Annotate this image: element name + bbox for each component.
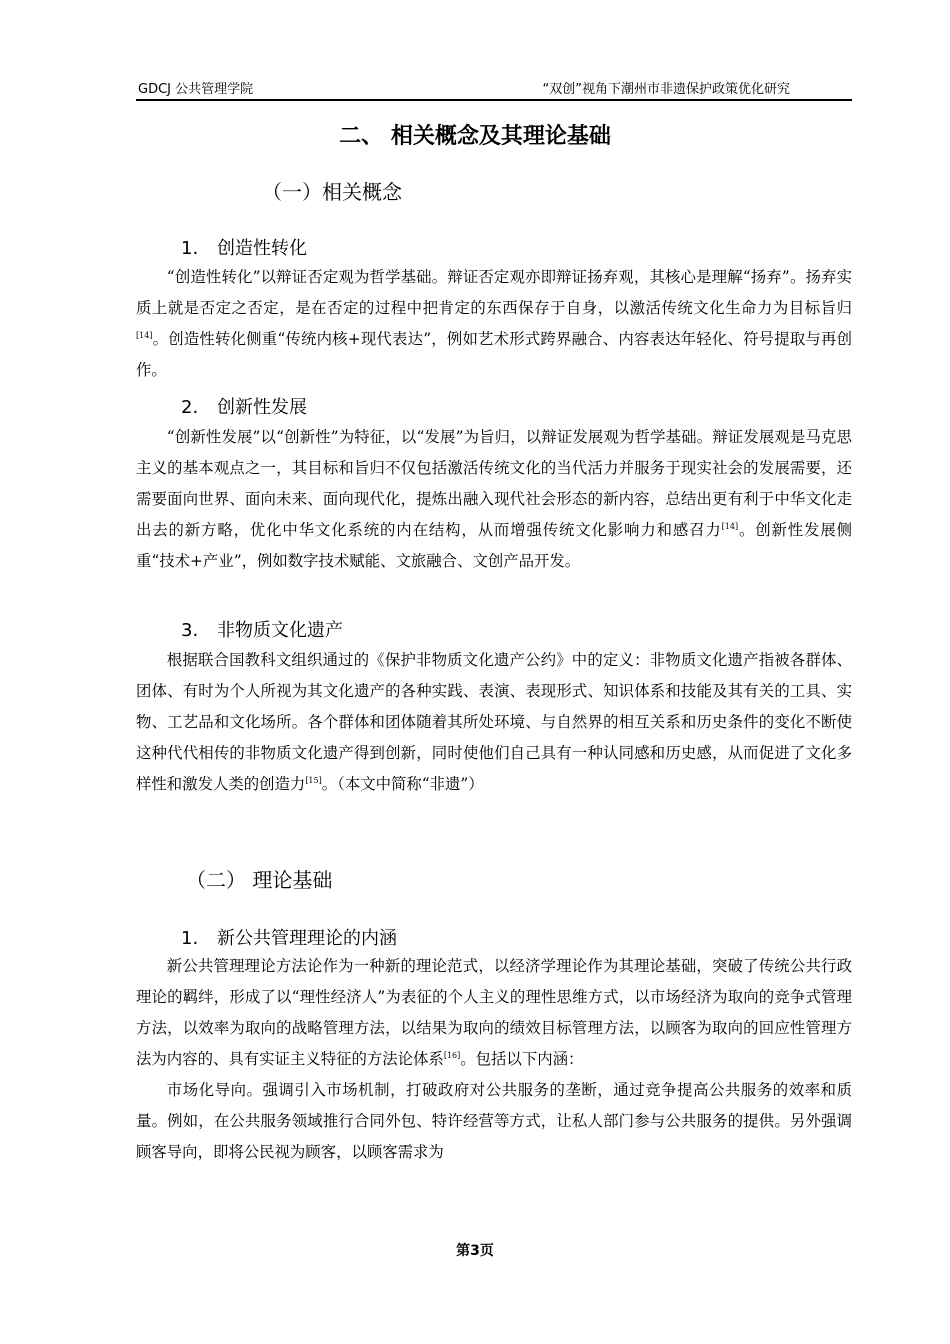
citation-ref: [15] [305,776,322,785]
section-heading-concepts: （一）相关概念 [262,180,402,204]
paragraph-text: 。创造性转化侧重“传统内核+现代表达”，例如艺术形式跨界融合、内容表达年轻化、符号提取与再创作。 [136,330,852,379]
subheading-title: 创造性转化 [217,238,307,259]
paragraph-text: 。创新性发展侧重“技术+产业”，例如数字技术赋能、文旅融合、文创产品开发。 [136,521,852,570]
paragraph-text: “创新性发展”以“创新性”为特征，以“发展”为旨归，以辩证发展观为哲学基础。辩证发展观是马克思主义的基本观点之一，其目标和旨归不仅包括激活传统文化的当代活力并服务于现实社会的发展需要，还需要面向世界、面向未来、面向现代化，提炼出融入现代社会形态的新内容，总结出更有利于中华文化走出去的新方略，优化中华文化系统的内在结构，从而增强传统文化影响力和感召力 [136,428,852,539]
citation-ref: [16] [443,1051,461,1060]
subheading-new-public-management [181,924,397,950]
paragraph-text: 根据联合国教科文组织通过的《保护非物质文化遗产公约》中的定义：非物质文化遗产指被各群体、团体、有时为个人所视为其文化遗产的各种实践、表演、表现形式、知识体系和技能及其有关的工具、实物、工艺品和文化场所。各个群体和团体随着其所处环境、与自然界的相互关系和历史条件的变化不断使这种代代相传的非物质文化遗产得到创新，同时使他们自己具有一种认同感和历史感，从而促进了文化多样性和激发人类的创造力 [136,651,852,793]
paragraph-text: “创造性转化”以辩证否定观为哲学基础。辩证否定观亦即辩证扬弃观，其核心是理解“扬弃”。扬弃实质上就是否定之否定，是在否定的过程中把肯定的东西保存于自身，以激活传统文化生命力为目标旨归 [136,268,852,317]
subheading-number: 1. [181,238,199,259]
paragraph-new-public-management [136,951,852,1168]
header-right-text: “双创”视角下潮州市非遗保护政策优化研究 [542,82,790,97]
subheading-title: 新公共管理理论的内涵 [217,928,397,949]
citation-ref: [14] [721,522,739,531]
paragraph-innovative-development [136,422,852,577]
subheading-title: 创新性发展 [217,397,307,418]
section-heading-theory: （二） 理论基础 [186,868,333,892]
subheading-innovative-development [181,393,307,419]
subheading-intangible-heritage [181,616,343,642]
subheading-number: 2. [181,397,199,418]
paragraph-creative-transformation [136,262,852,386]
page-number: 第3页 [456,1243,494,1259]
subheading-title: 非物质文化遗产 [217,620,343,641]
header-divider [136,99,852,101]
paragraph-text: 。包括以下内涵： [460,1050,584,1068]
subheading-number: 3. [181,620,199,641]
paragraph-text: 新公共管理理论方法论作为一种新的理论范式，以经济学理论作为其理论基础，突破了传统公共行政理论的羁绊，形成了以“理性经济人”为表征的个人主义的理性思维方式，以市场经济为取向的竞争式管理方法，以效率为取向的战略管理方法，以结果为取向的绩效目标管理方法，以顾客为取向的回应性管理方法为内容的、具有实证主义特征的方法论体系 [136,957,852,1068]
paragraph-text: 。（本文中简称“非遗”） [321,775,484,793]
header-left-text: GDCJ 公共管理学院 [138,82,254,97]
chapter-title: 二、 相关概念及其理论基础 [339,124,611,149]
subheading-number: 1. [181,928,199,949]
citation-ref: [14] [136,331,153,340]
paragraph-intangible-heritage [136,645,852,800]
subheading-creative-transformation [181,234,307,260]
paragraph-market-orientation: 市场化导向。强调引入市场机制，打破政府对公共服务的垄断，通过竞争提高公共服务的效率和质量。例如，在公共服务领域推行合同外包、特许经营等方式，让私人部门参与公共服务的提供。另外强调顾客导向，即将公民视为顾客，以顾客需求为 [136,1081,852,1161]
